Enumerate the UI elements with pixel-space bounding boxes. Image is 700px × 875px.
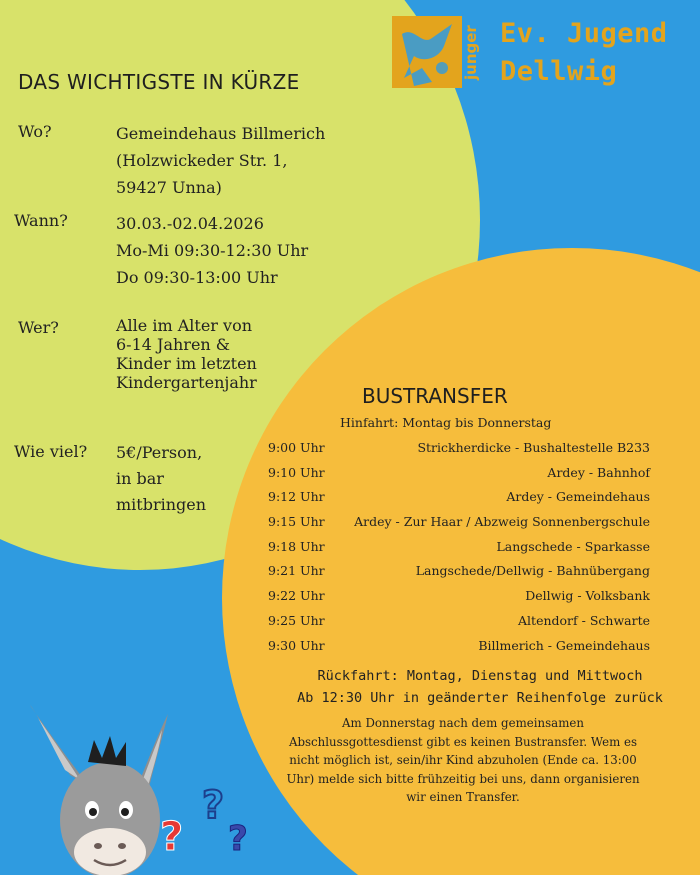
ev-jugend-logo (392, 16, 692, 96)
info-line: Do 09:30-13:00 Uhr (116, 268, 278, 287)
svg-text:?: ? (228, 819, 248, 859)
bus-return-days: Rückfahrt: Montag, Dienstag und Mittwoch (317, 668, 643, 684)
bus-stop: Billmerich - Gemeindehaus (478, 637, 650, 653)
info-line: Mo-Mi 09:30-12:30 Uhr (116, 241, 309, 260)
info-value-who (116, 316, 257, 392)
bus-schedule-row (268, 563, 650, 588)
info-line: Kinder im letzten (116, 354, 257, 373)
bus-section-title: BUSTRANSFER (362, 384, 508, 408)
info-label-who: Wer? (18, 318, 59, 337)
bus-schedule-row (268, 613, 650, 638)
bus-time: 9:00 Uhr (268, 440, 325, 455)
donkey-mascot-illustration (10, 700, 270, 875)
info-line: mitbringen (116, 495, 207, 514)
bus-time: 9:12 Uhr (268, 489, 325, 505)
bus-return-time: Ab 12:30 Uhr in geänderter Reihenfolge zurück (297, 690, 663, 706)
info-line: Kindergartenjahr (116, 373, 257, 392)
bus-time: 9:21 Uhr (268, 563, 325, 579)
bus-time: 9:22 Uhr (268, 588, 325, 604)
bus-stop: Ardey - Zur Haar / Abzweig Sonnenbergschule (354, 514, 650, 530)
bus-time: 9:25 Uhr (268, 612, 325, 628)
bus-time: 9:30 Uhr (268, 637, 325, 653)
info-value-where (116, 120, 325, 201)
bus-schedule-row (268, 440, 650, 465)
bus-thursday-note: Am Donnerstag nach dem gemeinsamen Abschlussgottesdienst gibt es keinen Bustransfer. Wem es nicht möglich ist, sein/ihr Kind abzuholen (Ende ca. 13:00 Uhr) melde sich bitte frühzeitig bei uns, dann organisieren wir einen Transfer. (286, 716, 640, 804)
svg-text:?: ? (202, 783, 225, 827)
info-line: 59427 Unna) (116, 178, 222, 197)
bus-stop: Strickherdicke - Bushaltestelle B233 (417, 440, 650, 455)
bus-stop: Ardey - Bahnhof (547, 464, 650, 480)
info-label-where: Wo? (18, 122, 52, 141)
bus-stop: Langschede - Sparkasse (496, 538, 650, 554)
info-line: (Holzwickeder Str. 1, (116, 151, 288, 170)
info-line: 6-14 Jahren & (116, 335, 231, 354)
bus-stop: Dellwig - Volksbank (525, 588, 650, 604)
bus-schedule-row (268, 489, 650, 514)
bus-time: 9:10 Uhr (268, 464, 325, 480)
dove-logo-icon (392, 16, 462, 88)
bus-schedule-row (268, 638, 650, 663)
svg-text:?: ? (160, 814, 184, 860)
info-line: Alle im Alter von (116, 316, 252, 335)
bus-stop: Ardey - Gemeindehaus (506, 489, 650, 505)
info-label-price: Wie viel? (14, 442, 88, 461)
info-line: in bar (116, 469, 164, 488)
bus-schedule-row (268, 539, 650, 564)
bus-time: 9:15 Uhr (268, 514, 325, 530)
info-value-price (116, 440, 206, 518)
bus-time: 9:18 Uhr (268, 538, 325, 554)
bus-stop: Langschede/Dellwig - Bahnübergang (415, 563, 650, 579)
info-value-when (116, 210, 308, 291)
bus-schedule-row (268, 514, 650, 539)
info-line: Gemeindehaus Billmerich (116, 124, 326, 143)
bus-outbound-subtitle: Hinfahrt: Montag bis Donnerstag (340, 415, 552, 430)
logo-title-line1: Ev. Jugend (500, 18, 668, 49)
bus-schedule-row (268, 465, 650, 490)
logo-junger-text: junger (462, 25, 480, 80)
info-label-when: Wann? (14, 211, 68, 230)
bus-schedule (268, 440, 650, 662)
page-title: DAS WICHTIGSTE IN KÜRZE (18, 70, 300, 94)
info-line: 5€/Person, (116, 443, 203, 462)
info-line: 30.03.-02.04.2026 (116, 214, 264, 233)
bus-schedule-row (268, 588, 650, 613)
bus-stop: Altendorf - Schwarte (518, 612, 650, 628)
logo-title-line2: Dellwig (500, 56, 618, 87)
